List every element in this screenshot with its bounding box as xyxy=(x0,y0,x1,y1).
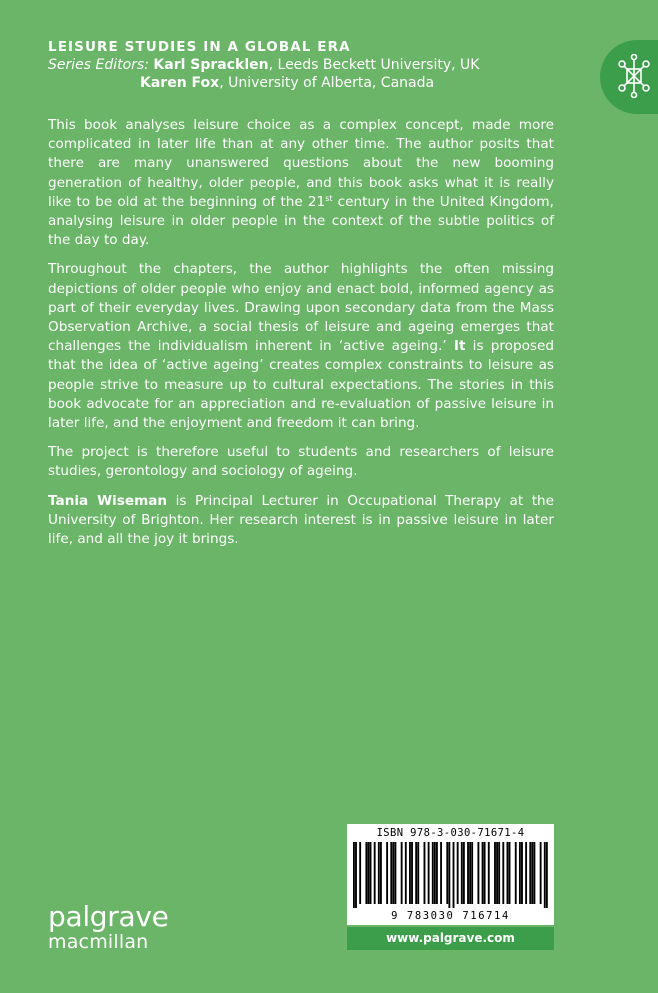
barcode-bar xyxy=(370,842,372,904)
barcode-bar xyxy=(488,842,490,904)
publisher-logo xyxy=(48,900,228,953)
barcode-bar xyxy=(469,842,471,904)
barcode-bar xyxy=(446,842,448,904)
barcode-bar xyxy=(394,842,396,904)
barcode-bar xyxy=(471,842,473,904)
barcode-bar xyxy=(484,842,486,904)
barcode-bar xyxy=(378,842,380,904)
barcode-bar xyxy=(467,842,469,904)
barcode-bar xyxy=(540,842,542,904)
text-run: is proposed that the idea of ‘active ageing’ creates complex constraints to leisure as people strive to measure up to cultural expectations. The stories in this book advocate for an appreciation and re-evaluation of passive leisure in later life, and the enjoyment and freedom it can bring. xyxy=(48,338,554,432)
text-run: It xyxy=(453,338,466,355)
editor-row-1 xyxy=(48,56,508,74)
barcode-bar xyxy=(544,842,546,908)
barcode-bar xyxy=(457,842,459,904)
blurb-paragraph-1 xyxy=(48,116,554,250)
barcode-bar xyxy=(494,842,496,904)
palgrave-network-icon xyxy=(600,40,658,114)
barcode-bar xyxy=(546,842,548,908)
isbn-label: ISBN 978-3-030-71671-4 xyxy=(376,827,525,839)
barcode-bar xyxy=(496,842,498,904)
text-run: Throughout the chapters, the author highlights the often missing depictions of older people who enjoy and enact bold, informed agency as part of their everyday lives. Drawing upon secondary data from the Mass Observation Archive, a social thesis of leisure and ageing emerges that challenges the individualism inherent in ‘active ageing.’ xyxy=(48,261,554,355)
barcode-bar xyxy=(529,842,531,904)
barcode-bar xyxy=(380,842,382,904)
barcode-bar xyxy=(519,842,521,904)
barcode-bar xyxy=(531,842,533,904)
blurb-paragraph-3: The project is therefore useful to students and researchers of leisure studies, gerontology and sociology of ageing. xyxy=(48,444,554,480)
barcode-bar xyxy=(498,842,500,904)
editor-row-2 xyxy=(48,74,508,92)
editor-name: Karen Fox xyxy=(140,75,220,91)
barcode-bar xyxy=(365,842,367,904)
barcode-bar xyxy=(374,842,376,904)
barcode-bar xyxy=(448,842,450,908)
barcode xyxy=(353,842,548,908)
barcode-bar xyxy=(533,842,535,904)
barcode-bar xyxy=(409,842,411,904)
author-bio-text: is Principal Lecturer in Occupational Therapy at the University of Brighton. Her research interest is in passive leisure in later life, and all the joy it brings. xyxy=(48,492,554,548)
barcode-bar xyxy=(424,842,426,904)
editor-affiliation: , Leeds Beckett University, UK xyxy=(268,57,480,73)
website-link[interactable]: www.palgrave.com xyxy=(347,927,554,950)
barcode-bar xyxy=(390,842,392,904)
barcode-bar xyxy=(461,842,463,904)
isbn-barcode-box xyxy=(347,824,554,925)
barcode-bar xyxy=(386,842,388,904)
barcode-bar xyxy=(525,842,527,904)
author-name: Tania Wiseman xyxy=(48,492,168,509)
editor-name: Karl Spracklen xyxy=(153,57,269,73)
barcode-bar xyxy=(502,842,504,904)
barcode-bar xyxy=(477,842,479,904)
series-header xyxy=(48,38,508,92)
text-run: This book analyses leisure choice as a complex concept, made more complicated in later life than at any other time. The author posits that there are many unanswered questions about the new booming generation of healthy, older people, and this book asks what it is really like to be old at the beginning of the 21 xyxy=(48,117,554,210)
barcode-bar xyxy=(417,842,419,904)
editor-affiliation: , University of Alberta, Canada xyxy=(219,75,435,91)
series-title: LEISURE STUDIES IN A GLOBAL ERA xyxy=(48,39,351,55)
barcode-bar xyxy=(415,842,417,904)
barcode-bar xyxy=(359,842,361,904)
barcode-bar xyxy=(411,842,413,904)
barcode-bar xyxy=(401,842,403,904)
barcode-bar xyxy=(368,842,370,904)
text-run: century in the United Kingdom, analysing leisure in older people in the context of the subtle politics of the day to day. xyxy=(48,193,554,249)
barcode-bar xyxy=(507,842,509,904)
barcode-bar xyxy=(392,842,394,904)
barcode-bar xyxy=(428,842,430,904)
barcode-bar xyxy=(463,842,465,904)
series-editors-label: Series Editors: xyxy=(48,57,149,73)
blurb-paragraph-2 xyxy=(48,260,554,433)
barcode-bar xyxy=(436,842,438,904)
barcode-bar xyxy=(440,842,442,904)
barcode-bar xyxy=(521,842,523,904)
barcode-bar xyxy=(432,842,434,904)
author-bio xyxy=(48,492,554,550)
barcode-bar xyxy=(509,842,511,904)
barcode-bar xyxy=(482,842,484,904)
blurb xyxy=(48,116,554,559)
publisher-logo-line2: macmillan xyxy=(48,931,149,953)
publisher-logo-line1: palgrave xyxy=(48,900,169,933)
barcode-bar xyxy=(515,842,517,904)
barcode-bar xyxy=(353,842,355,908)
barcode-bar xyxy=(453,842,455,908)
barcode-bar xyxy=(405,842,407,904)
barcode-bar xyxy=(355,842,357,908)
barcode-bar xyxy=(434,842,436,904)
isbn-digits: 9 783030 716714 xyxy=(391,910,510,922)
superscript: st xyxy=(325,193,333,203)
